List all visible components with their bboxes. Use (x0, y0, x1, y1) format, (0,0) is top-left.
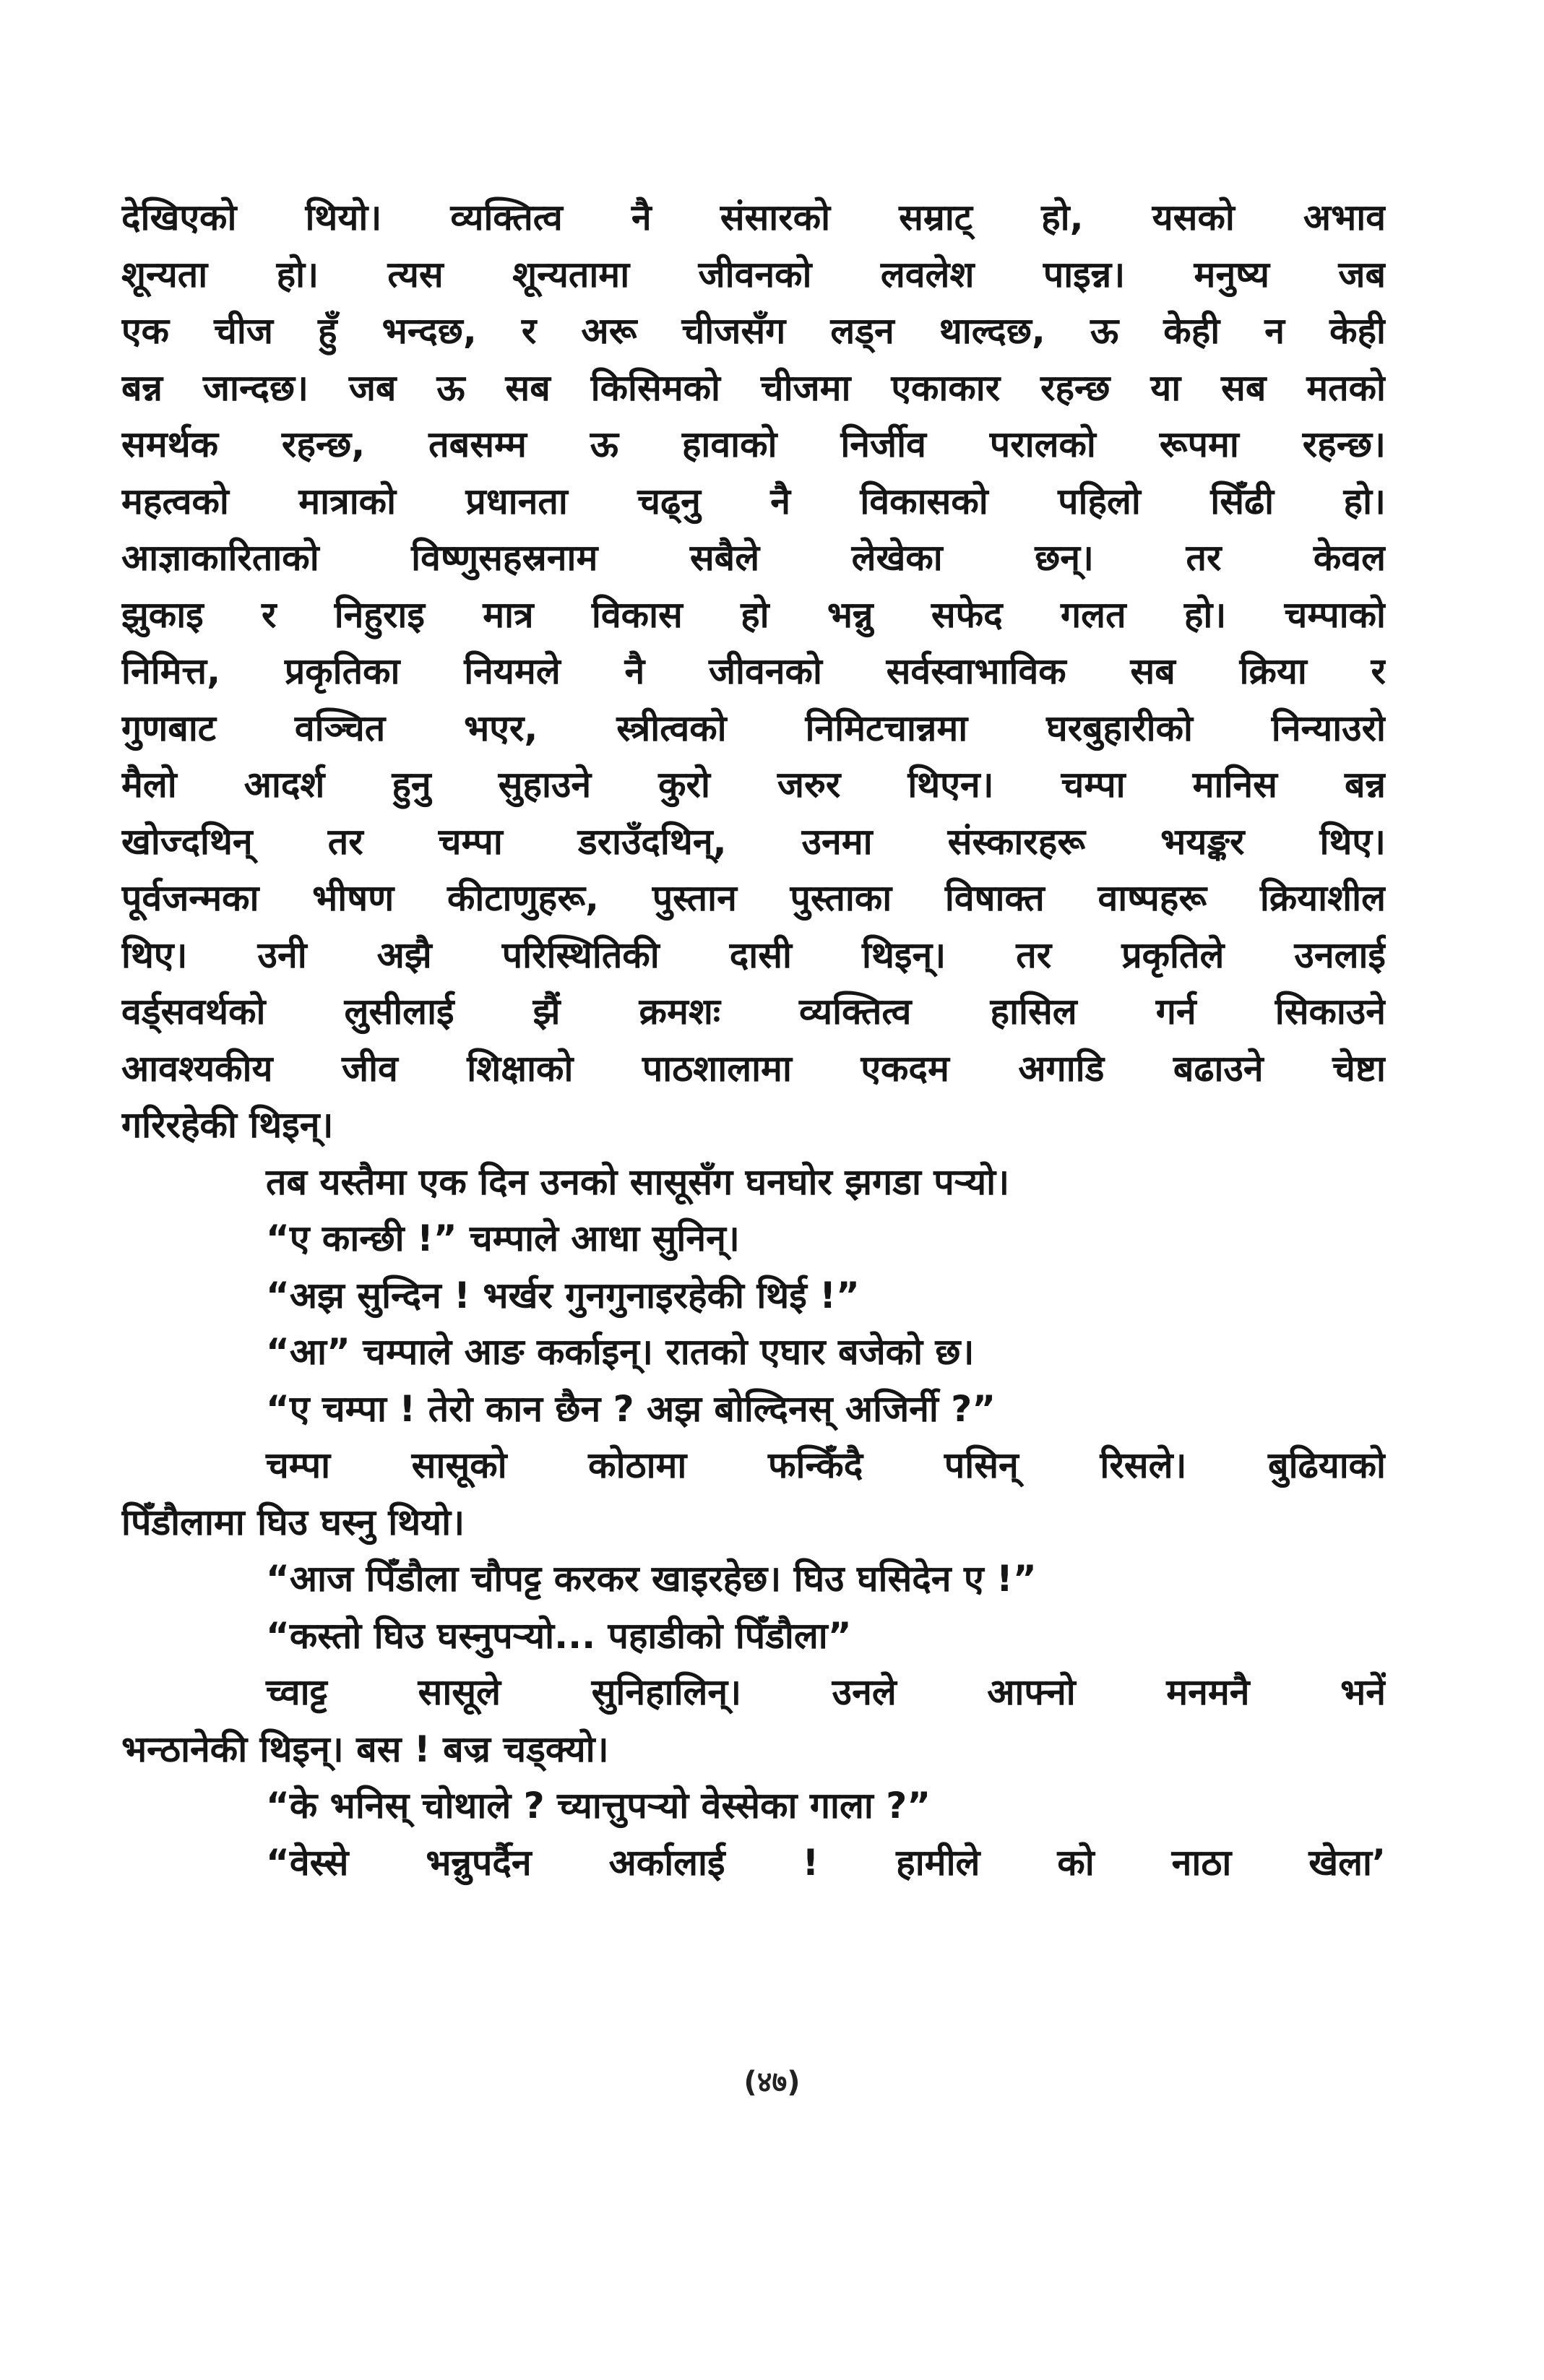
text-line-17: गरिरहेकी थिइन्। (121, 1104, 334, 1146)
text-line-23: चम्पा सासूको कोठामा फन्किँदै पसिन् रिसले। बुढियाको (266, 1444, 1386, 1486)
text-line-6: महत्वको मात्राको प्रधानता चढ्नु नै विकासको पहिलो सिँढी हो। (121, 480, 1386, 522)
text-line-9: निमित्त, प्रकृतिका नियमले नै जीवनको सर्वस्वाभाविक सब क्रिया र (121, 650, 1386, 692)
text-line-28: भन्ठानेकी थिइन्। बस ! बज्र चड्क्यो। (121, 1728, 609, 1770)
text-line-7: आज्ञाकारिताको विष्णुसहस्रनाम सबैले लेखेका छन्। तर केवल (121, 537, 1386, 579)
text-line-4: बन्न जान्दछ। जब ऊ सब किसिमको चीजमा एकाकार रहन्छ या सब मतको (121, 366, 1386, 409)
text-line-8: झुकाइ र निहुराइ मात्र विकास हो भन्नु सफेद गलत हो। चम्पाको (121, 593, 1386, 636)
text-line-5: समर्थक रहन्छ, तबसम्म ऊ हावाको निर्जीव परालको रूपमा रहन्छ। (121, 423, 1386, 465)
text-line-1: देखिएको थियो। व्यक्तित्व नै संसारको सम्राट् हो, यसको अभाव (121, 197, 1386, 238)
text-line-10: गुणबाट वञ्चित भएर, स्त्रीत्वको निमिटचान्नमा घरबुहारीको निन्याउरो (121, 707, 1386, 749)
text-line-12: खोज्दथिन् तर चम्पा डराउँदथिन्, उनमा संस्कारहरू भयङ्कर थिए। (121, 820, 1386, 863)
text-line-2: शून्यता हो। त्यस शून्यतामा जीवनको लवलेश पाइन्न। मनुष्य जब (121, 253, 1386, 296)
dialogue-line-7: “के भनिस् चोथाले ? च्यात्तुपर्‍यो वेस्सेका गाला ?” (266, 1785, 931, 1827)
text-line-13: पूर्वजन्मका भीषण कीटाणुहरू, पुस्तान पुस्ताका विषाक्त वाष्पहरू क्रियाशील (121, 877, 1386, 919)
dialogue-line-2: “अझ सुन्दिन ! भर्खर गुनगुनाइरहेकी थिई !” (266, 1274, 860, 1316)
dialogue-line-6: “कस्तो घिउ घस्नुपर्‍यो... पहाडीको पिँडौला” (266, 1614, 852, 1657)
text-line-3: एक चीज हुँ भन्दछ, र अरू चीजसँग लड्न थाल्दछ, ऊ केही न केही (121, 310, 1386, 352)
text-line-18: तब यस्तैमा एक दिन उनको सासूसँग घनघोर झगडा पर्‍यो। (266, 1160, 1010, 1203)
dialogue-line-3: “आ” चम्पाले आङ कर्काइन्। रातको एघार बजेको छ। (266, 1331, 975, 1373)
body-text (121, 189, 1386, 1891)
text-line-11: मैलो आदर्श हुनु सुहाउने कुरो जरुर थिएन। चम्पा मानिस बन्न (121, 764, 1386, 806)
dialogue-line-1: “ए कान्छी !” चम्पाले आधा सुनिन्। (266, 1217, 740, 1259)
page-number: (४७) (743, 2066, 801, 2099)
text-line-16: आवश्यकीय जीव शिक्षाको पाठशालामा एकदम अगाडि बढाउने चेष्टा (121, 1047, 1386, 1090)
text-line-15: वर्ड्सवर्थको लुसीलाई झैं क्रमशः व्यक्तित्व हासिल गर्न सिकाउने (121, 991, 1386, 1032)
text-line-27: च्वाट्ट सासूले सुनिहालिन्। उनले आफ्नो मनमनै भनें (266, 1671, 1386, 1713)
text-line-24: पिँडौलामा घिउ घस्नु थियो। (121, 1501, 465, 1543)
dialogue-line-8: “वेस्से भन्नुपर्दैन अर्कालाई ! हामीले को नाठा खेला’ (266, 1841, 1386, 1884)
text-line-14: थिए। उनी अझै परिस्थितिकी दासी थिइन्। तर प्रकृतिले उनलाई (121, 934, 1386, 976)
dialogue-line-5: “आज पिँडौला चौपट्ट करकर खाइरहेछ। घिउ घसिदेन ए !” (266, 1558, 1037, 1600)
dialogue-line-4: “ए चम्पा ! तेरो कान छैन ? अझ बोल्दिनस् अजिर्नी ?” (266, 1387, 996, 1430)
